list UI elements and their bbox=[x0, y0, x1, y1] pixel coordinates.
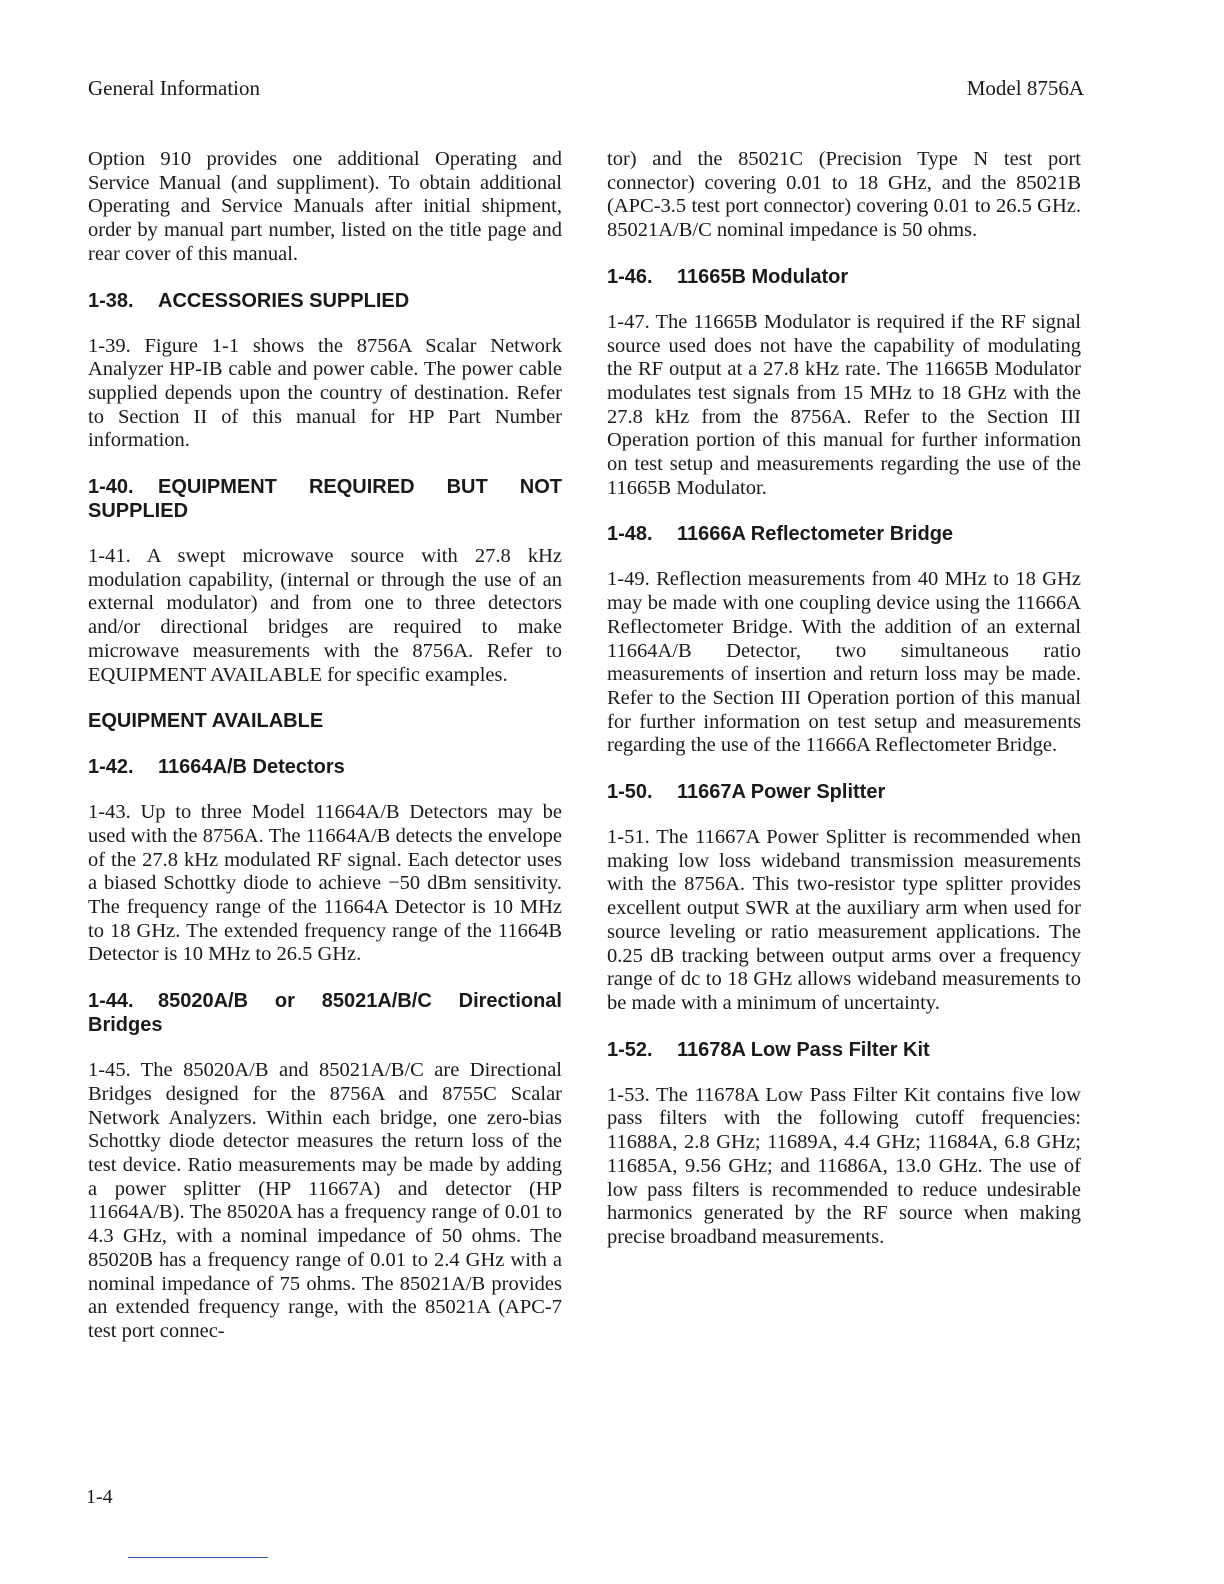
body-paragraph: 1-53. The 11678A Low Pass Filter Kit contains five low pass filters with the following cutoff frequencies: 11688A, 2.8 GHz; 11689A, 4.4 GHz; 11684A, 6.8 GHz; 11685A, 9.56 GHz; and 11686A, 13.0 GHz. The use of low pass filters is recommended to reduce undesirable harmonics generated by the RF source when making precise broadband measurements. bbox=[607, 1083, 1081, 1248]
section-title: 11666A Reflectometer Bridge bbox=[677, 523, 954, 546]
body-paragraph: Option 910 provides one additional Operating and Service Manual (and suppliment). To obtain additional Operating and Service Manuals after initial shipment, order by manual part number, listed on the title page and rear cover of this manual. bbox=[88, 148, 562, 265]
section-title: EQUIPMENT REQUIRED BUT NOT SUPPLIED bbox=[88, 476, 562, 523]
section-number: 1-48. bbox=[607, 523, 653, 546]
section-title: 11678A Low Pass Filter Kit bbox=[677, 1038, 930, 1061]
section-title: 11664A/B Detectors bbox=[158, 756, 345, 779]
body-paragraph: 1-41. A swept microwave source with 27.8 kHz modulation capability, (internal or through the use of an external modulator) and from one to three detectors and/or directional bridges are required to make microwave measurements with the 8756A. Refer to EQUIPMENT AVAILABLE for specific examples. bbox=[88, 545, 562, 686]
section-number: 1-52. bbox=[607, 1038, 653, 1061]
section-heading bbox=[88, 709, 562, 733]
body-paragraph: 1-51. The 11667A Power Splitter is recommended when making low loss wideband transmission measurements with the 8756A. This two-resistor type splitter provides excellent output SWR at the auxiliary arm when used for source leveling or ratio measurement applications. The 0.25 dB tracking between output arms over a frequency range of dc to 18 GHz allows wideband measurements to be made with a minimum of uncertainty. bbox=[607, 826, 1081, 1014]
section-title: EQUIPMENT AVAILABLE bbox=[88, 710, 324, 733]
right-column bbox=[607, 148, 1081, 1272]
running-header-model: Model 8756A bbox=[966, 76, 1084, 100]
footer-rule bbox=[128, 1557, 268, 1558]
section-heading bbox=[607, 265, 1081, 289]
section-number: 1-46. bbox=[607, 265, 653, 288]
page-number: 1-4 bbox=[86, 1486, 113, 1508]
left-column bbox=[88, 148, 562, 1366]
body-paragraph: 1-43. Up to three Model 11664A/B Detectors may be used with the 8756A. The 11664A/B detects the envelope of the 27.8 kHz modulated RF signal. Each detector uses a biased Schottky diode to achieve −50 dBm sensitivity. The frequency range of the 11664A Detector is 10 MHz to 18 GHz. The extended frequency range of the 11664B Detector is 10 MHz to 26.5 GHz. bbox=[88, 801, 562, 966]
body-paragraph: 1-39. Figure 1-1 shows the 8756A Scalar Network Analyzer HP-IB cable and power cable. The power cable supplied depends upon the country of destination. Refer to Section II of this manual for HP Part Number information. bbox=[88, 334, 562, 452]
section-title: 85020A/B or 85021A/B/C Directional Bridges bbox=[88, 990, 562, 1037]
section-heading bbox=[88, 475, 562, 523]
section-title: 11665B Modulator bbox=[677, 265, 849, 288]
section-heading bbox=[607, 522, 1081, 546]
body-paragraph: 1-47. The 11665B Modulator is required if the RF signal source used does not have the capability of modulating the RF output at a 27.8 kHz rate. The 11665B Modulator modulates test signals from 15 MHz to 18 GHz with the 27.8 kHz from the 8756A. Refer to the Section III Operation portion of this manual for further information on test setup and measurements regarding the use of the 11665B Modulator. bbox=[607, 310, 1081, 499]
body-paragraph: tor) and the 85021C (Precision Type N test port connector) covering 0.01 to 18 GHz, and the 85021B (APC-3.5 test port connector) covering 0.01 to 26.5 GHz. 85021A/B/C nominal impedance is 50 ohms. bbox=[607, 148, 1081, 242]
section-heading bbox=[607, 780, 1081, 804]
section-number: 1-44. bbox=[88, 990, 134, 1013]
body-paragraph: 1-49. Reflection measurements from 40 MHz to 18 GHz may be made with one coupling device using the 11666A Reflectometer Bridge. With the addition of an external 11664A/B Detector, two simultaneous ratio measurements of insertion and return loss may be made. Refer to the Section III Operation portion of this manual for further information on test setup and measurements regarding the use of the 11666A Reflectometer Bridge. bbox=[607, 568, 1081, 757]
section-title: ACCESSORIES SUPPLIED bbox=[158, 289, 410, 312]
section-number: 1-50. bbox=[607, 781, 653, 804]
section-heading bbox=[88, 289, 562, 313]
section-number: 1-42. bbox=[88, 756, 134, 779]
section-title: 11667A Power Splitter bbox=[677, 781, 886, 804]
running-header-title: General Information bbox=[88, 76, 261, 100]
section-number: 1-38. bbox=[88, 289, 134, 312]
section-heading bbox=[607, 1038, 1081, 1062]
section-heading bbox=[88, 989, 562, 1037]
section-number: 1-40. bbox=[88, 476, 134, 499]
section-heading bbox=[88, 755, 562, 779]
body-paragraph: 1-45. The 85020A/B and 85021A/B/C are Directional Bridges designed for the 8756A and 8755C Scalar Network Analyzers. Within each bridge, one zero-bias Schottky diode detector measures the return loss of the test device. Ratio measurements may be made by adding a power splitter (HP 11667A) and detector (HP 11664A/B). The 85020A has a frequency range of 0.01 to 4.3 GHz, with a nominal impedance of 50 ohms. The 85020B has a frequency range of 0.01 to 2.4 GHz with a nominal impedance of 75 ohms. The 85021A/B provides an extended frequency range, with the 85021A (APC-7 test port connec- bbox=[88, 1059, 562, 1342]
